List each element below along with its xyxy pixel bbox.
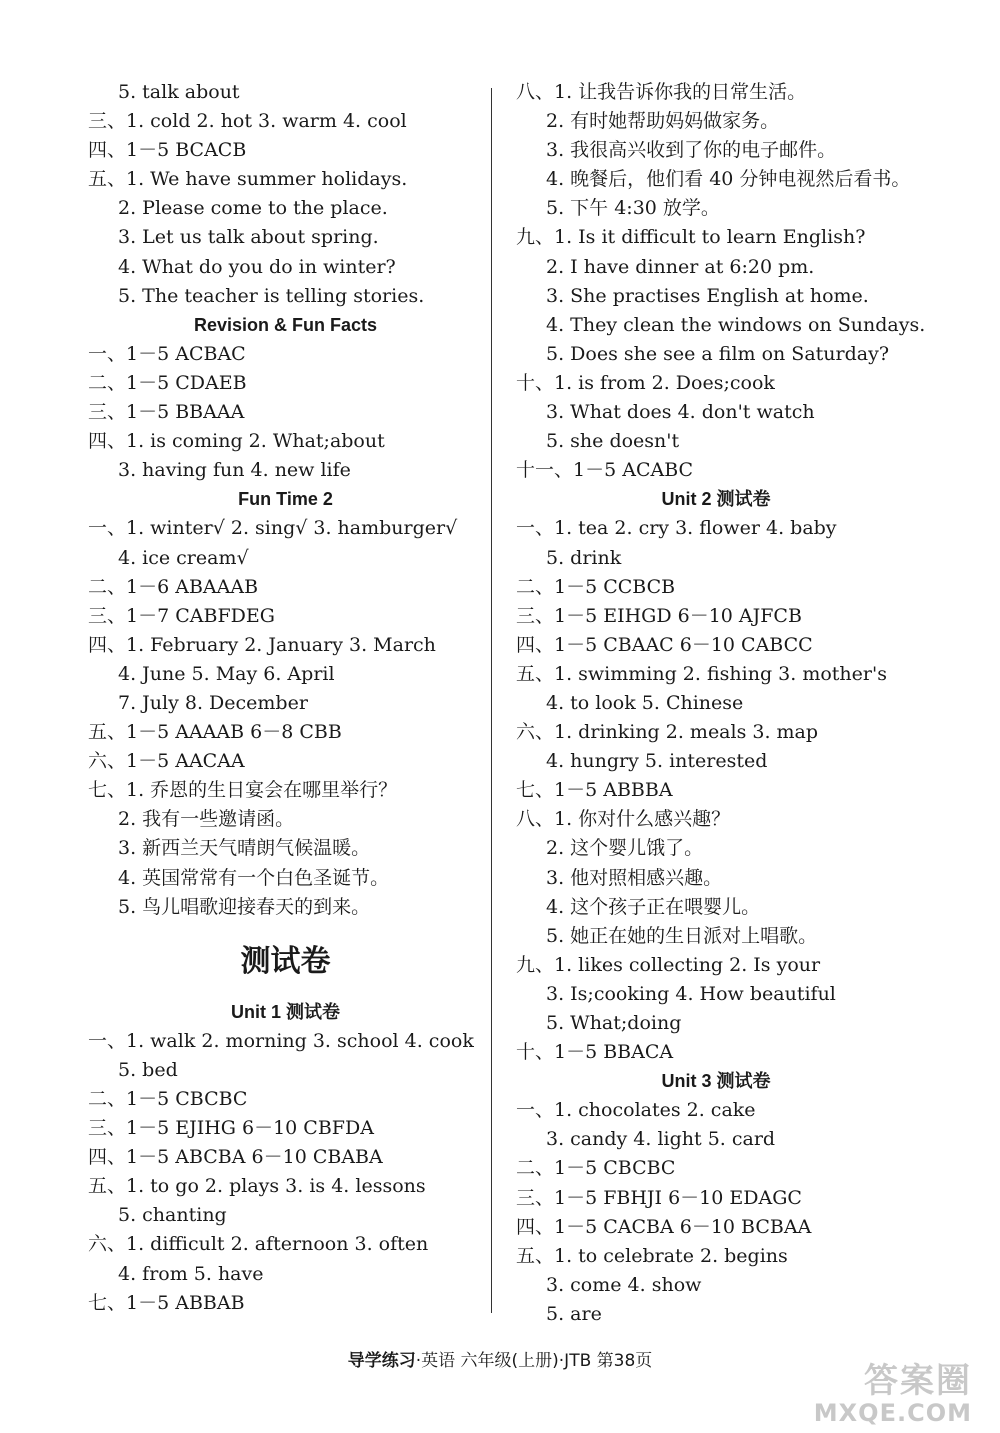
answer-line: 一、1. winter√ 2. sing√ 3. hamburger√: [88, 517, 458, 540]
answer-line: 3. Is;cooking 4. How beautiful: [546, 982, 836, 1005]
answer-line: 4. 英国常常有一个白色圣诞节。: [118, 866, 390, 889]
answer-line: 4. June 5. May 6. April: [118, 662, 335, 685]
answer-line: 十一、1－5 ACABC: [516, 459, 694, 482]
answer-line: 7. July 8. December: [118, 691, 308, 714]
answer-line: 3. Let us talk about spring.: [118, 226, 379, 249]
answer-line: 5. The teacher is telling stories.: [118, 284, 425, 307]
answer-line: 4. They clean the windows on Sundays.: [546, 313, 926, 336]
answer-line: 5. Does she see a film on Saturday?: [546, 342, 890, 365]
answer-line: 5. 鸟儿唱歌迎接春天的到来。: [118, 895, 371, 918]
answer-line: 四、1－5 ABCBA 6－10 CBABA: [88, 1146, 383, 1169]
answer-line: 5. 她正在她的生日派对上唱歌。: [546, 924, 818, 947]
answer-line: 一、1. tea 2. cry 3. flower 4. baby: [516, 517, 837, 540]
answer-line: 五、1. to go 2. plays 3. is 4. lessons: [88, 1175, 426, 1198]
answer-line: 四、1－5 CBAAC 6－10 CABCC: [516, 633, 813, 656]
answer-line: 2. I have dinner at 6:20 pm.: [546, 255, 815, 278]
answer-line: 4. ice cream√: [118, 546, 249, 569]
answer-line: 4. 晚餐后，他们看 40 分钟电视然后看书。: [546, 168, 911, 191]
answer-line: 四、1. is coming 2. What;about: [88, 430, 385, 453]
answer-line: 十、1. is from 2. Does;cook: [516, 371, 775, 394]
footer-info: ·英语 六年级(上册)·JTB 第38页: [415, 1351, 653, 1371]
answer-line: 四、1－5 CACBA 6－10 BCBAA: [516, 1215, 812, 1238]
watermark-url: MXQE.COM: [813, 1399, 972, 1427]
answer-line: 5. talk about: [118, 81, 240, 103]
answer-line: 4. hungry 5. interested: [546, 750, 768, 773]
answer-line: 3. 他对照相感兴趣。: [546, 866, 723, 889]
section-heading: 测试卷: [240, 943, 331, 979]
answer-line: 六、1. drinking 2. meals 3. map: [516, 721, 819, 744]
answer-line: 4. to look 5. Chinese: [546, 691, 744, 714]
section-heading: Unit 3 测试卷: [661, 1071, 771, 1092]
answer-line: 四、1－5 BCACB: [88, 139, 247, 162]
footer-book-title: 导学练习: [347, 1351, 416, 1371]
section-heading: Unit 1 测试卷: [230, 1001, 340, 1022]
answer-line: 4. from 5. have: [118, 1262, 264, 1285]
answer-line: 七、1. 乔恩的生日宴会在哪里举行？: [88, 779, 398, 802]
answer-line: 六、1. difficult 2. afternoon 3. often: [88, 1233, 429, 1256]
answer-line: 4. What do you do in winter?: [118, 255, 396, 278]
answer-line: 一、1－5 ACBAC: [88, 342, 246, 365]
right-column: [516, 78, 926, 1329]
answer-line: 5. What;doing: [546, 1012, 682, 1034]
answer-line: 二、1－5 CBCBC: [88, 1088, 248, 1110]
section-heading: Unit 2 测试卷: [661, 489, 771, 510]
answer-line: 五、1. to celebrate 2. begins: [516, 1244, 788, 1267]
answer-line: 三、1－7 CABFDEG: [88, 604, 275, 627]
answer-line: 2. 我有一些邀请函。: [118, 808, 295, 831]
column-divider: [491, 88, 492, 1313]
watermark-logo: [782, 1362, 972, 1428]
answer-line: 五、1－5 AAAAB 6－8 CBB: [88, 721, 342, 744]
watermark-text: 答案圈: [864, 1361, 972, 1401]
answer-line: 八、1. 你对什么感兴趣？: [516, 808, 731, 831]
answer-line: 二、1－6 ABAAAB: [88, 575, 259, 598]
section-heading: Revision & Fun Facts: [193, 314, 378, 335]
answer-line: 三、1－5 BBAAA: [88, 401, 245, 424]
answer-line: 二、1－5 CBCBC: [516, 1157, 676, 1180]
answer-line: 2. 有时她帮助妈妈做家务。: [546, 110, 780, 133]
answer-line: 五、1. swimming 2. fishing 3. mother's: [516, 662, 887, 685]
left-column: [88, 78, 483, 1318]
answer-line: 4. 这个孩子正在喂婴儿。: [546, 895, 761, 918]
answer-line: 二、1－5 CCBCB: [516, 575, 676, 598]
answer-line: 三、1－5 EIHGD 6－10 AJFCB: [516, 604, 802, 627]
answer-line: 七、1－5 ABBBA: [516, 779, 673, 802]
answer-line: 5. she doesn't: [546, 430, 680, 453]
answer-line: 3. come 4. show: [546, 1273, 702, 1296]
answer-line: 5. are: [546, 1302, 602, 1325]
answer-line: 一、1. walk 2. morning 3. school 4. cook: [88, 1029, 474, 1052]
answer-line: 八、1. 让我告诉你我的日常生活。: [516, 81, 807, 103]
answer-line: 3. 我很高兴收到了你的电子邮件。: [546, 139, 837, 162]
answer-line: 3. having fun 4. new life: [118, 459, 351, 482]
answer-line: 3. candy 4. light 5. card: [546, 1128, 776, 1151]
answer-line: 二、1－5 CDAEB: [88, 371, 247, 394]
answer-line: 5. drink: [546, 546, 622, 569]
answer-line: 3. She practises English at home.: [546, 284, 869, 307]
answer-line: 三、1－5 EJIHG 6－10 CBFDA: [88, 1117, 374, 1140]
answer-line: 三、1. cold 2. hot 3. warm 4. cool: [88, 110, 407, 133]
answer-line: 五、1. We have summer holidays.: [88, 168, 408, 191]
answer-line: 三、1－5 FBHJI 6－10 EDAGC: [516, 1186, 802, 1209]
answer-line: 5. 下午 4:30 放学。: [546, 197, 720, 220]
answer-line: 六、1－5 AACAA: [88, 750, 245, 773]
answer-line: 九、1. Is it difficult to learn English?: [516, 226, 866, 249]
answer-line: 5. bed: [118, 1058, 178, 1081]
answer-line: 2. 这个婴儿饿了。: [546, 837, 704, 860]
answer-line: 十、1－5 BBACA: [516, 1041, 674, 1064]
answer-line: 七、1－5 ABBAB: [88, 1291, 245, 1314]
answer-line: 3. What does 4. don't watch: [546, 401, 815, 424]
answer-line: 2. Please come to the place.: [118, 197, 388, 220]
answer-line: 九、1. likes collecting 2. Is your: [516, 953, 821, 976]
section-heading: Fun Time 2: [238, 489, 333, 510]
answer-line: 一、1. chocolates 2. cake: [516, 1099, 756, 1122]
answer-line: 5. chanting: [118, 1204, 227, 1227]
answer-line: 四、1. February 2. January 3. March: [88, 633, 436, 656]
answer-line: 3. 新西兰天气晴朗气候温暖。: [118, 837, 371, 860]
